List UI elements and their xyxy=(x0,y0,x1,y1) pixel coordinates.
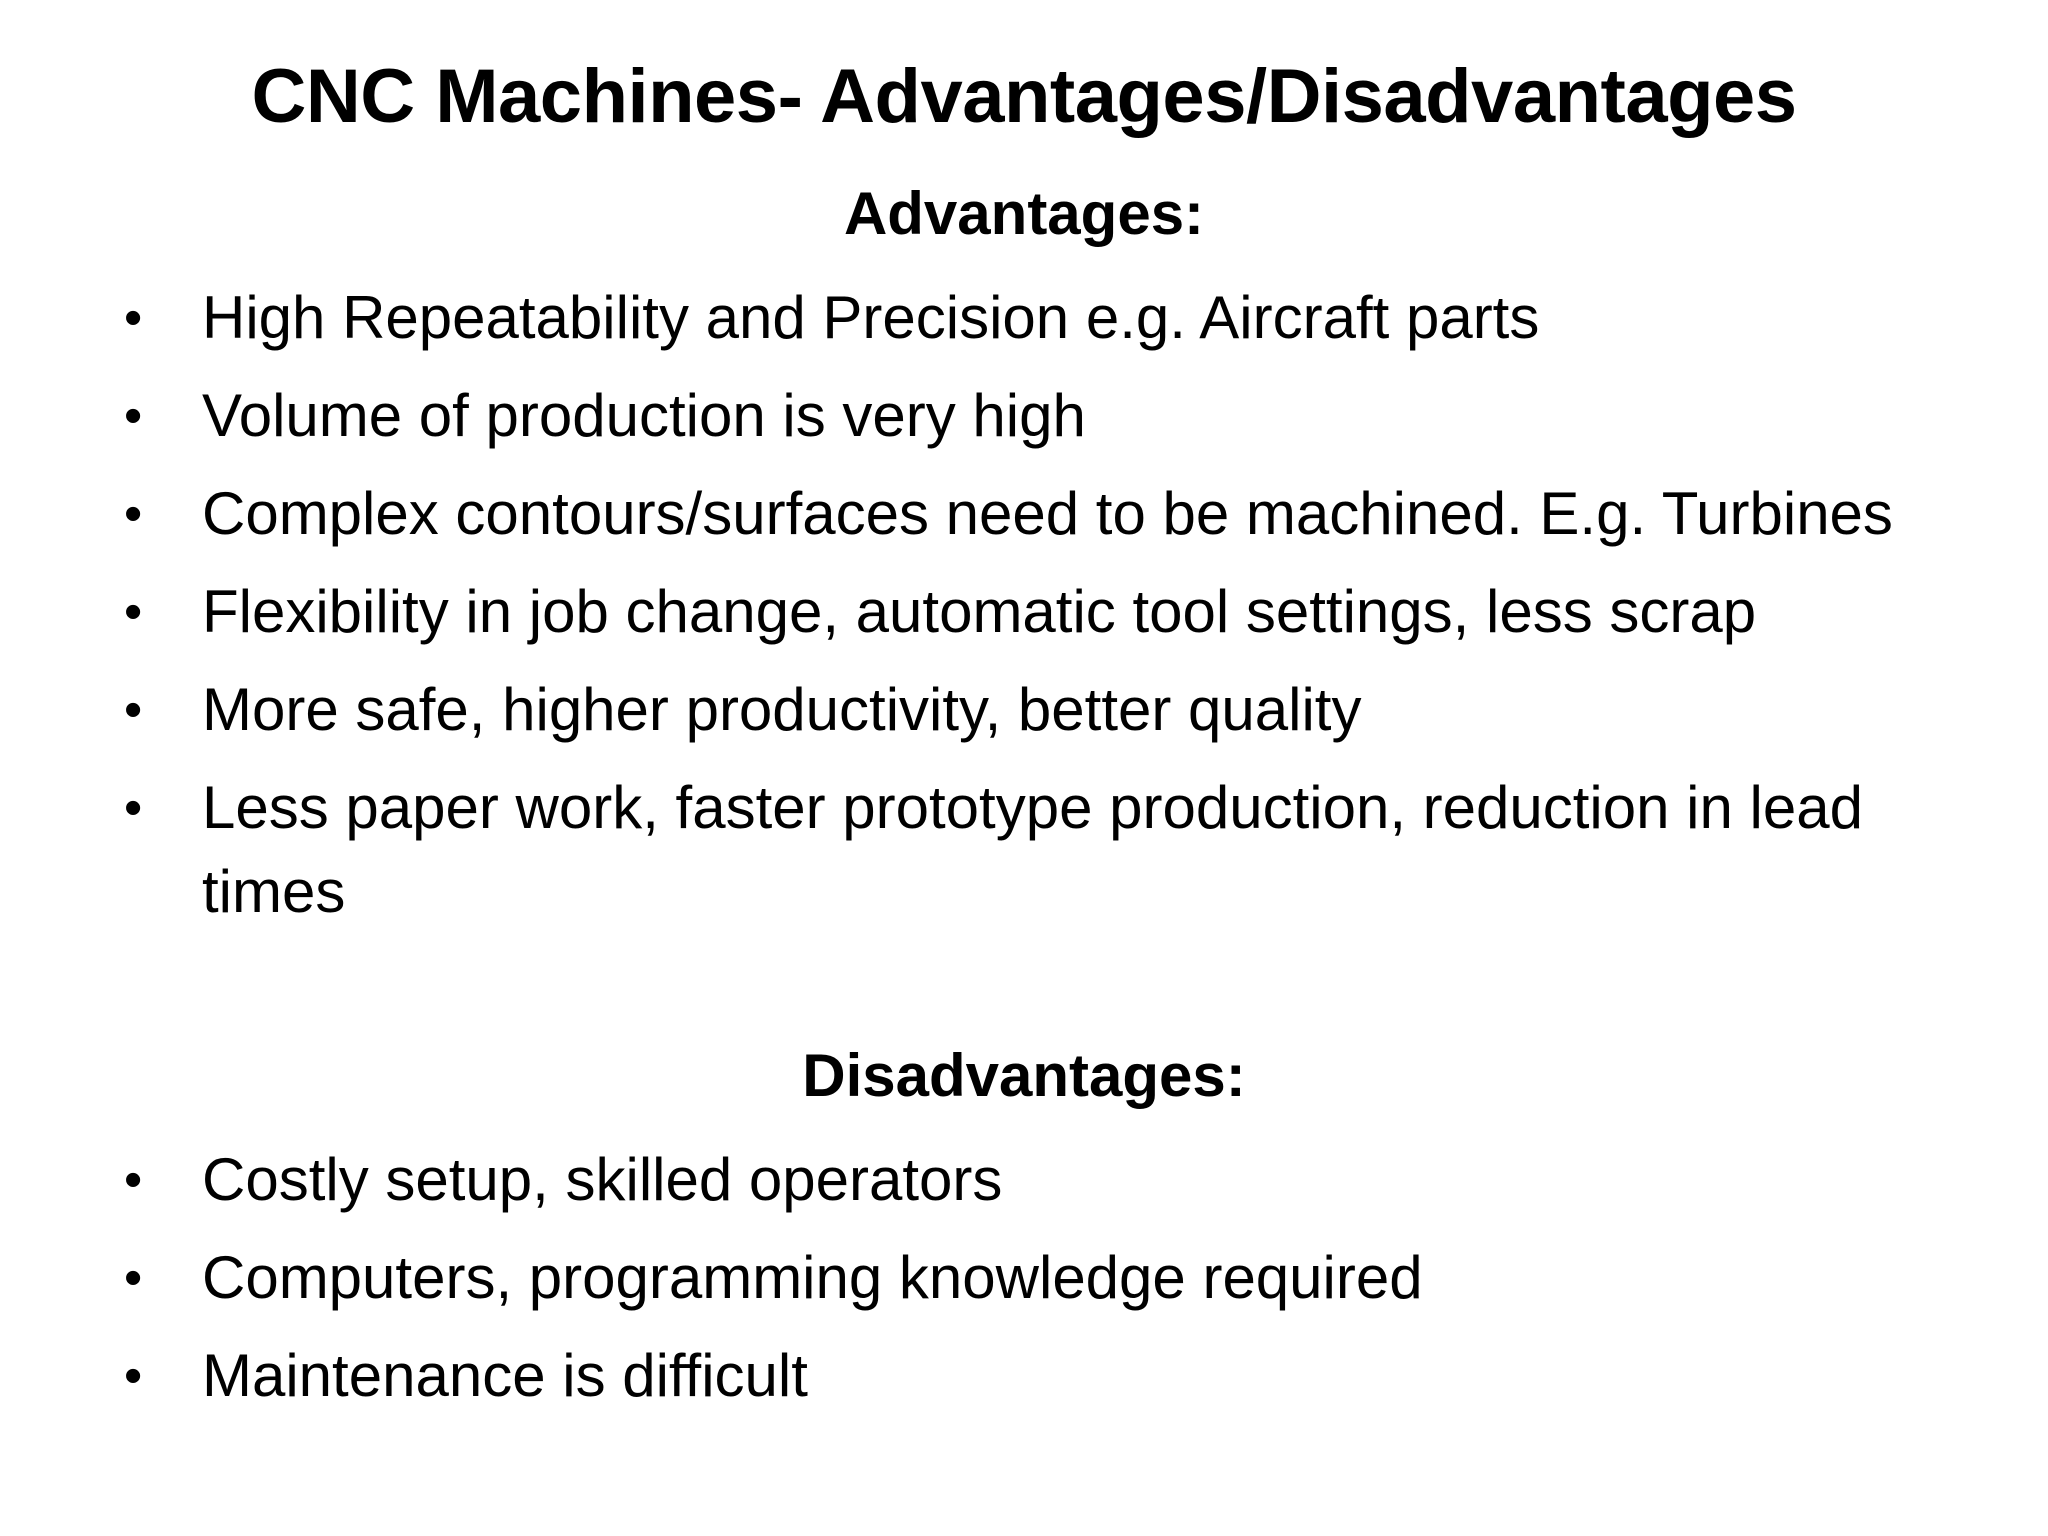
advantage-text: Flexibility in job change, automatic tool settings, less scrap xyxy=(202,578,1757,645)
advantage-item xyxy=(0,472,2048,556)
advantage-item xyxy=(0,276,2048,360)
advantage-item xyxy=(0,374,2048,458)
disadvantage-item xyxy=(0,1236,2048,1320)
advantage-text: Volume of production is very high xyxy=(202,382,1086,449)
disadvantages-heading: Disadvantages: xyxy=(802,1042,1246,1109)
bullet-icon: • xyxy=(124,583,143,641)
disadvantage-text: Maintenance is difficult xyxy=(202,1342,808,1409)
disadvantages-list xyxy=(0,1138,2048,1432)
advantage-text: More safe, higher productivity, better quality xyxy=(202,676,1362,743)
disadvantage-text: Costly setup, skilled operators xyxy=(202,1146,1003,1213)
advantage-item xyxy=(0,570,2048,654)
bullet-icon: • xyxy=(124,681,143,739)
advantage-item xyxy=(0,766,2048,934)
advantage-text: Complex contours/surfaces need to be machined. E.g. Turbines xyxy=(202,480,1893,547)
disadvantage-item xyxy=(0,1138,2048,1222)
advantage-text: High Repeatability and Precision e.g. Aircraft parts xyxy=(202,284,1540,351)
bullet-icon: • xyxy=(124,1347,143,1405)
bullet-icon: • xyxy=(124,387,143,445)
bullet-icon: • xyxy=(124,289,143,347)
bullet-icon: • xyxy=(124,1151,143,1209)
bullet-icon: • xyxy=(124,485,143,543)
bullet-icon: • xyxy=(124,1249,143,1307)
bullet-icon: • xyxy=(124,779,143,837)
advantage-item xyxy=(0,668,2048,752)
disadvantage-text: Computers, programming knowledge required xyxy=(202,1244,1423,1311)
slide-title: CNC Machines- Advantages/Disadvantages xyxy=(251,54,1797,139)
advantages-list xyxy=(0,276,2048,948)
advantages-heading: Advantages: xyxy=(843,180,1205,247)
disadvantage-item xyxy=(0,1334,2048,1418)
advantage-text: Less paper work, faster prototype production, reduction in lead times xyxy=(202,774,1863,925)
